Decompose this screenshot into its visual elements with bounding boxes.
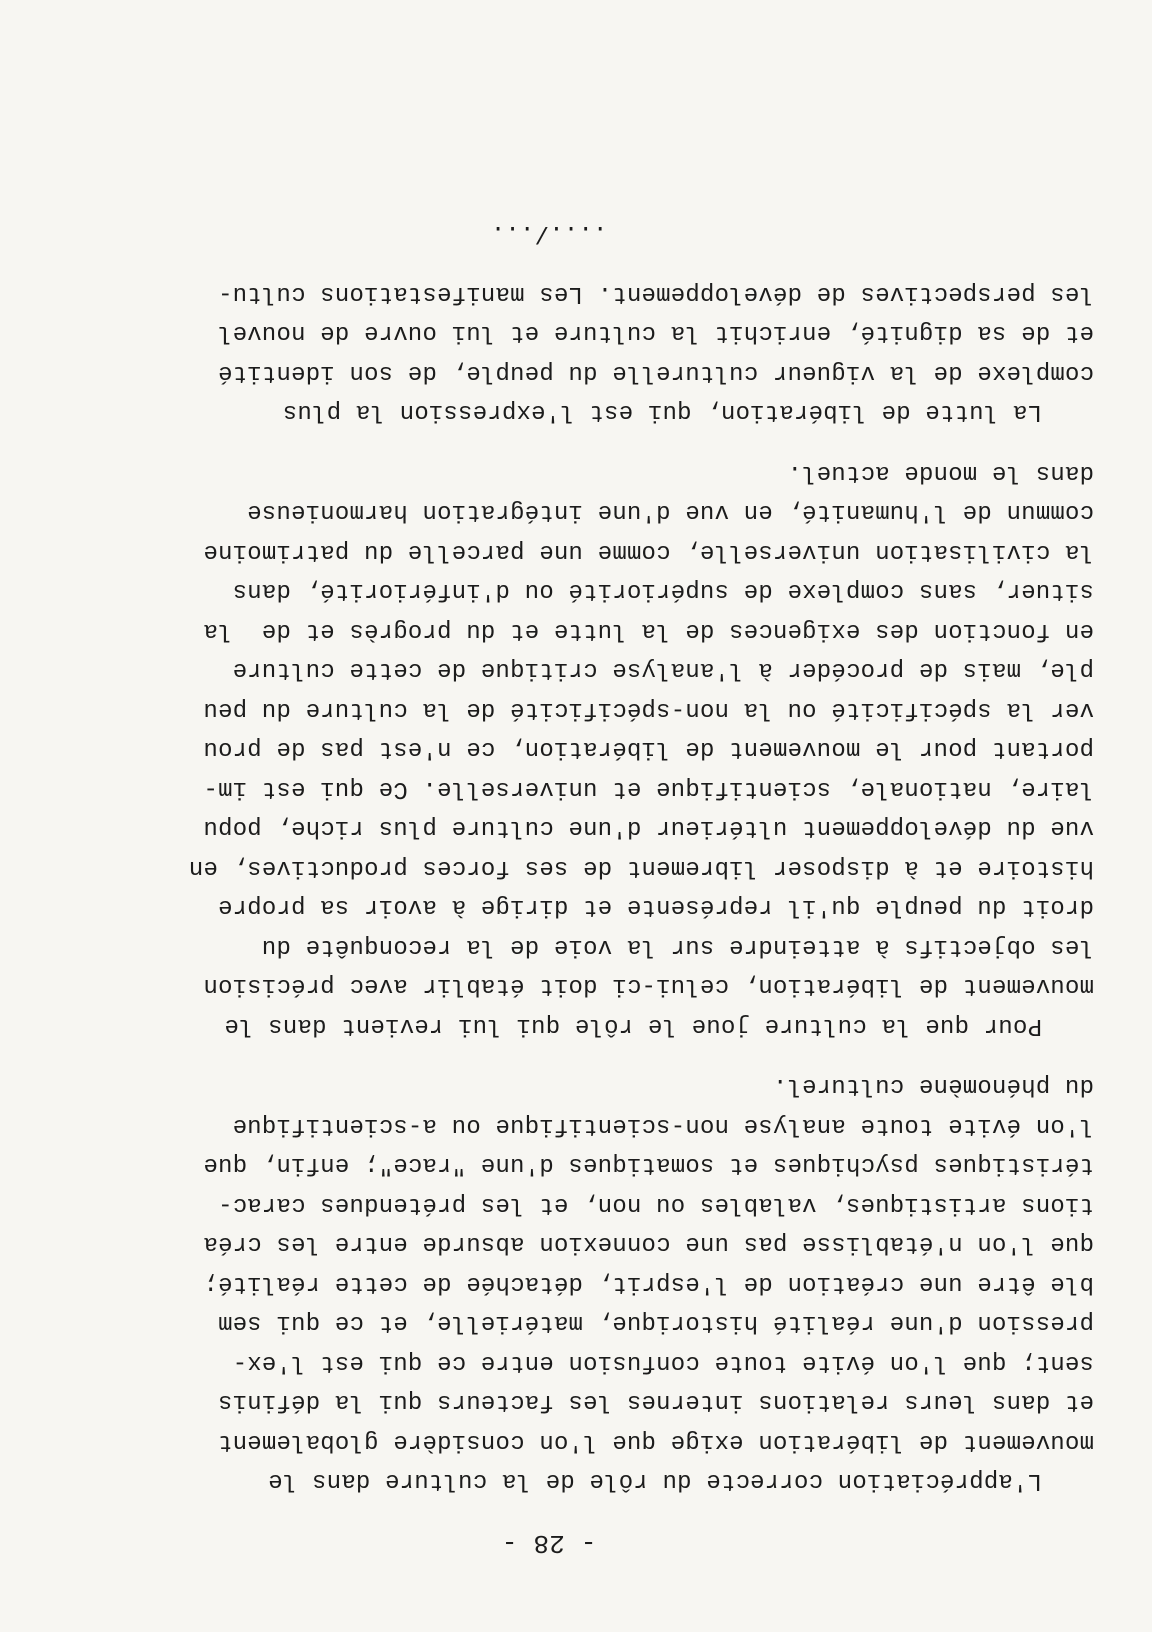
text-line: ble être une création de l'esprit, détachée de cette réalité;	[203, 1270, 1094, 1297]
text-line: sent; que l'on évite toute confusion entre ce qui est l'ex-	[232, 1349, 1094, 1376]
text-line: portant pour le mouvement de libération, ce n'est pas de prou	[203, 735, 1094, 763]
text-line: pression d'une réalité historique, matérielle, et ce qui sem	[217, 1309, 1094, 1337]
text-line: du phénomène culturel.	[772, 1072, 1094, 1100]
page-number: - 28 -	[501, 1528, 597, 1558]
text-line: la civilisation universelle, comme une parcelle du patrimoine	[203, 538, 1094, 565]
text-line: que l'on n'établisse pas une connexion absurde entre les créa	[203, 1230, 1094, 1258]
text-line: tions artistiques, valables ou non, et les prétendues carac-	[217, 1191, 1094, 1218]
continuation-mark: ..../...	[490, 219, 608, 247]
text-line: mouvement de libération, celui-ci doit établir avec précision	[203, 972, 1094, 1000]
text-line: mouvement de libération exige que l'on considère globalement	[217, 1428, 1094, 1455]
body-text	[64, 274, 1094, 1501]
text-line: ver la spécificité ou la non-spécificité de la culture du peu	[203, 696, 1094, 723]
text-line: histoire et à disposer librement de ses forces productives, en	[188, 854, 1094, 881]
text-line: commun de l'humanité, en vue d'une intégration harmonieuse	[247, 498, 1094, 526]
text-line: dans le monde actuel.	[787, 459, 1094, 486]
text-line: l'on évite toute analyse non-scientifique ou a-scientifique	[232, 1112, 1094, 1139]
text-line: les perspectives de développement. Les manifestations cultu-	[217, 280, 1094, 307]
text-line: vue du développement ultérieur d'une culture plus riche, popu	[203, 814, 1094, 842]
text-line: téristiques psychiques et somatiques d'une "race"; enfin, que	[203, 1151, 1094, 1179]
text-line: ple, mais de procéder à l'analyse critique de cette culture	[232, 656, 1094, 684]
text-line: situer, sans complexe de supériorité ou d'infériorité, dans	[232, 577, 1094, 605]
text-line: laire, nationale, scientifique et universelle. Ce qui est im-	[203, 775, 1094, 802]
text-line: les objectifs à atteindre sur la voie de la reconquête du	[261, 933, 1094, 960]
paragraph	[64, 453, 1094, 1046]
text-line: L'appréciation correcte du rôle de la culture dans le	[268, 1467, 1042, 1495]
paragraph	[64, 1066, 1094, 1501]
text-line: et dans leurs relations internes les facteurs qui la définis	[217, 1388, 1094, 1416]
text-line: La lutte de libération, qui est l'expression la plus	[282, 398, 1042, 426]
text-line: complexe de la vigueur culturelle du peuple, de son identité	[217, 359, 1094, 386]
text-line: en fonction des exigences de la lutte et du progrès et de la	[203, 617, 1094, 644]
page-content	[64, 213, 1094, 1562]
text-line: Pour que la culture joue le rôle qui lui revient dans le	[224, 1012, 1042, 1039]
text-line: et de sa dignité, enrichit la culture et lui ouvre de nouvel	[217, 319, 1094, 347]
paragraph	[64, 274, 1094, 432]
text-line: droit du peuple qu'il représente et dirige à avoir sa propre	[217, 893, 1094, 921]
